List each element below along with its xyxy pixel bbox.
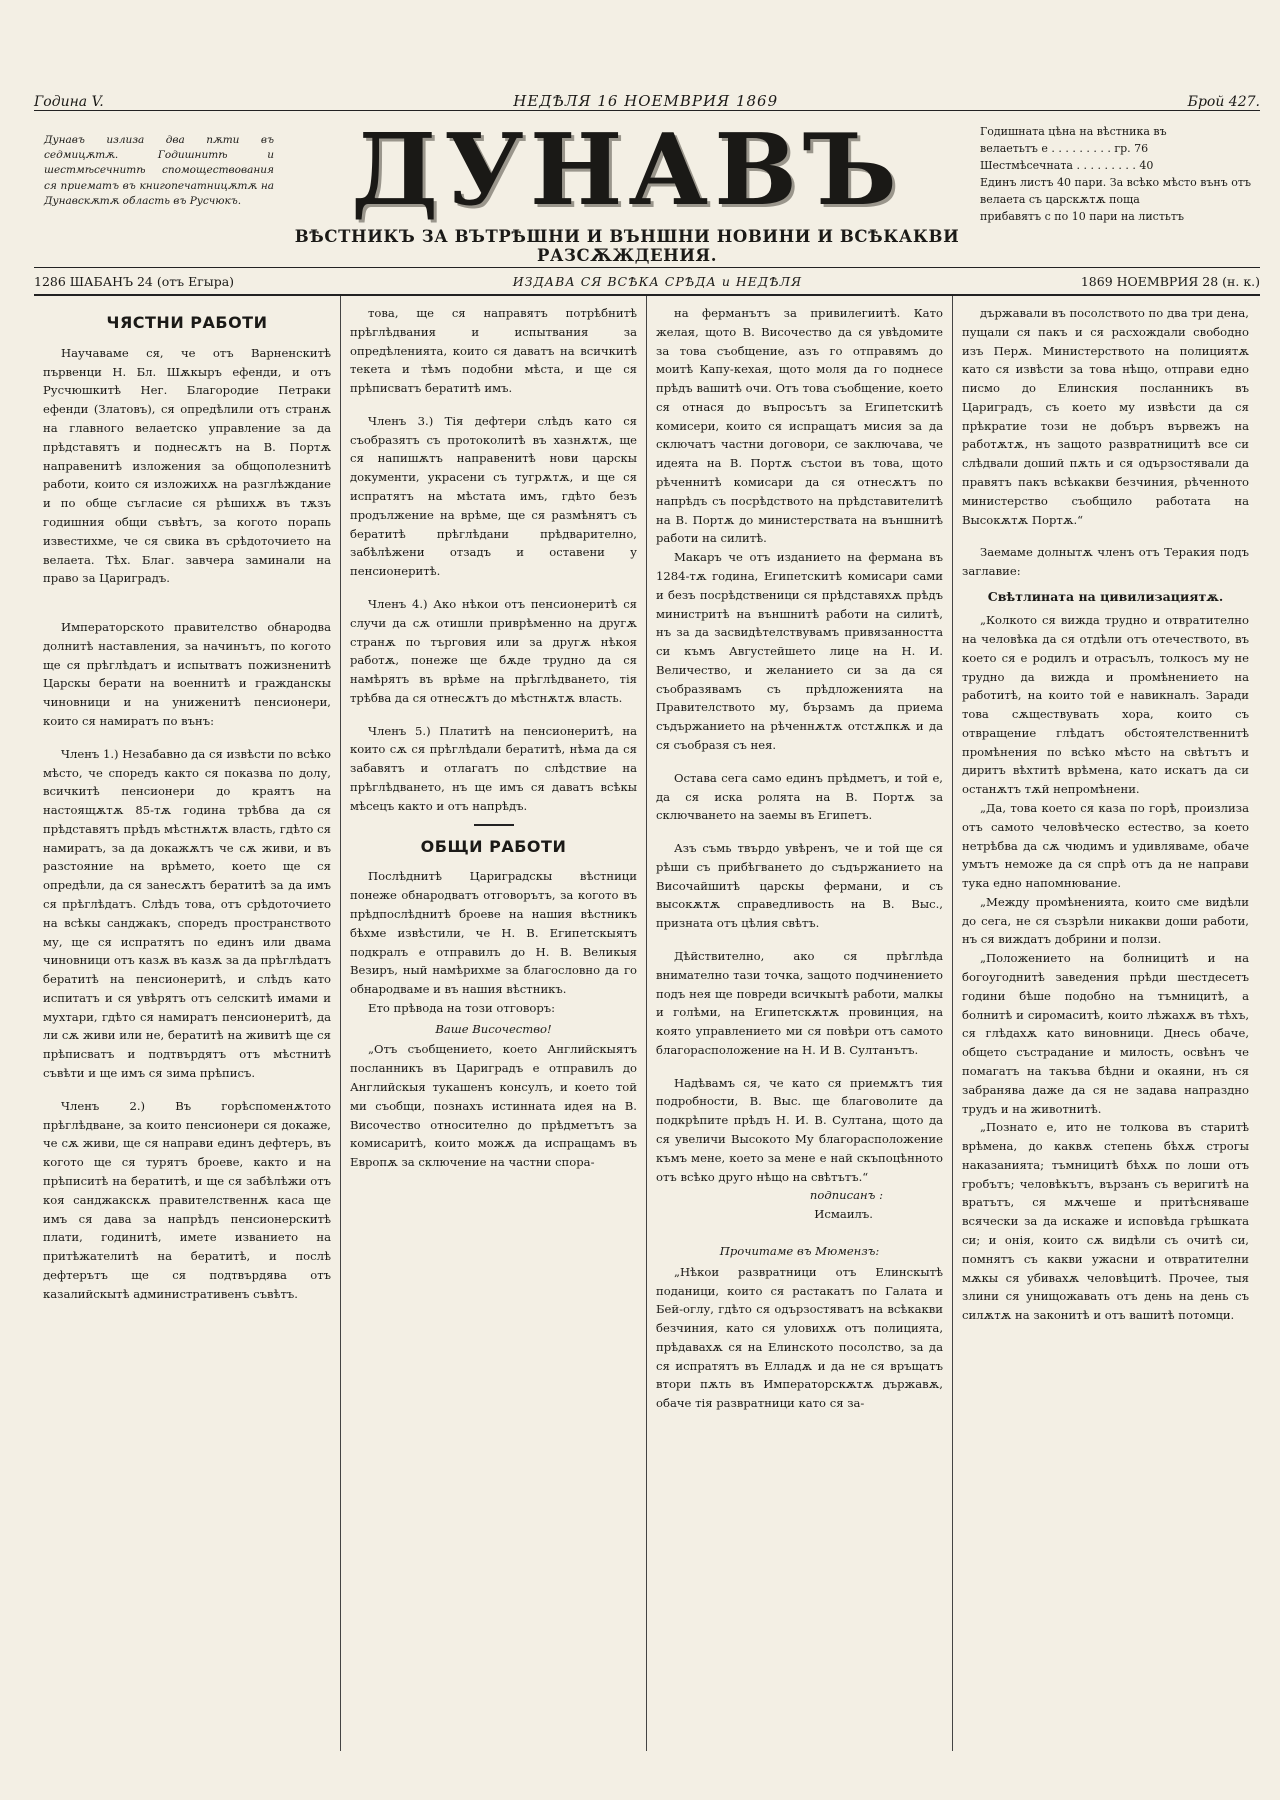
paragraph: Членъ 3.) Тія дефтери слѣдъ като ся съобразятъ съ протоколитѣ въ хазнѫтѫ, ще ся напишѫтъ направенитѣ нови царскы документи, украсени съ тугрѫтѫ, и ще ся испратятъ на мѣстата имъ, гдѣто безъ продължение на врѣме, ще ся размѣнятъ съ бератитѣ прѣглѣдани прѣдварително, забѣлѣжени отзадъ и оставени у пенсионеритѣ. bbox=[350, 413, 637, 579]
paragraph: „Колкото ся вижда трудно и отвратително на человѣка да ся отдѣли отъ отечеството, въ което ся е родилъ и отрасълъ, толкосъ му не трудно да вижда и промѣнението на работитѣ, на които той е навикналъ. Заради това сѫществувать хора, които съ отвращение глѣдатъ обстоятелственнитѣ промѣнения по всѣко мѣсто на свѣтътъ и диритъ вѣхтитѣ врѣмена, като искатъ да си останѫтъ тѫй непромѣнени. bbox=[962, 613, 1249, 797]
newspaper-page bbox=[34, 84, 1260, 1751]
masthead bbox=[34, 111, 1260, 267]
paragraph: Членъ 2.) Въ горѣспоменѫтото прѣглѣдване, за които пенсионери ся докаже, че сѫ живи, ще ся направи единъ дефтеръ, въ когото ще ся турятъ броеве, както и на прѣписитѣ на бератитѣ, и ще ся забѣлѣжи отъ коя санджакскѫ правителственнѫ каса ще имъ ся дава за напрѣдъ пенсионерскитѣ плати, годинитѣ, имете изванието на притѣжателитѣ на бератитѣ, и послѣ дефтерътъ ще ся подтвърдява отъ казалийскытѣ административенъ съвѣтъ. bbox=[43, 1098, 331, 1301]
paragraph: „Нѣкои развратници отъ Елинскытѣ поданици, които ся растакатъ по Галата и Бей-оглу, гдѣто ся одързостяватъ на всѣкакви безчиния, като ся уловихѫ отъ полицията, прѣдавахѫ ся на Елинското посолство, за да ся испратятъ въ Елладѫ и да не ся връщатъ втори пѫть въ Императорскѫтѫ държавѫ, обаче тія развратници като ся за- bbox=[656, 1264, 943, 1411]
day-date: НЕДѢЛЯ 16 НОЕМВРИЯ 1869 bbox=[513, 92, 779, 110]
paragraph: Остава сега само единъ прѣдметъ, и той е, да ся иска ролята на В. Портѫ за сключването на заемы въ Египетъ. bbox=[656, 770, 943, 823]
paragraph: Ето прѣвода на този отговоръ: bbox=[368, 1000, 556, 1015]
price-line: Шестмѣсечната . . . . . . . . . 40 bbox=[980, 159, 1154, 173]
paragraph: Членъ 4.) Ако нѣкои отъ пенсионеритѣ ся случи да сѫ отишли приврѣменно на другѫ странѫ по търговия или за другѫ нѣкоя работѫ, понеже ще бѫде трудно да ся намѣрятъ въ врѣме на прѣглѣдването, тія трѣбва да ся отнесѫтъ до мѣстнѫтѫ власть. bbox=[350, 596, 637, 705]
signature-name: Исмаилъ. bbox=[814, 1207, 873, 1222]
top-line bbox=[34, 84, 1260, 111]
price-line: Единъ листъ 40 пари. За всѣко мѣсто вънъ отъ велаета съ царскѫтѫ поща bbox=[980, 176, 1251, 207]
source-note: Прочитаме въ Мюмензъ: bbox=[719, 1243, 880, 1258]
newspaper-title: ДУНАВЪ bbox=[351, 113, 903, 228]
column-2 bbox=[340, 296, 646, 1751]
column-3 bbox=[646, 296, 952, 1751]
paragraph: Императорското правителство обнародва долнитѣ наставления, за начинътъ, по когото ще ся прѣглѣдатъ и испытватъ пожизненитѣ Царскы берати на военнитѣ и гражданскы чиновници и на униженитѣ пенсионери, които ся намиратъ по вънъ: bbox=[43, 620, 331, 728]
paragraph: „Положението на болницитѣ и на богоугоднитѣ заведения прѣди шестдесетъ години бѣше подобно на тъмницитѣ, а болнитѣ и сиромаситѣ, които лѣжахѫ въ тѣхъ, ся глѣдахѫ като виновници. Днесь обаче, общето състрадание и милость, освѣнъ че помагатъ на такъва бѣдни и окаяни, нъ ся забранява даже да ся не задава напраздно трудъ и на животнитѣ. bbox=[962, 951, 1249, 1116]
paragraph: Членъ 1.) Незабавно да ся извѣсти по всѣко мѣсто, че споредъ както ся показва по долу, всичкитѣ пенсионери до краятъ на настоящѫтѫ 85-тѫ година трѣбва да ся прѣдставятъ прѣдъ мѣстнѫтѫ власть, гдѣто ся намиратъ, за да докажѫтъ че сѫ живи, и въ разстояние на врѣмето, което ще ся опредѣли, да ся занесѫтъ бератитѣ за да имъ ся прѣглѣдатъ. Слѣдъ това, отъ срѣдоточието на всѣкы санджакъ, споредъ пространството му, ще ся испратятъ по единъ или двама чиновници отъ казѫ въ казѫ за да прѣглѣдатъ бератитѣ на пенсионеритѣ, и слѣдъ като испитатъ и ся увѣрятъ отъ селскитѣ имами и мухтари, гдѣто ся намиратъ пенсионеритѣ, да ли сѫ живи или не, бератитѣ на живитѣ ще ся прѣписватъ и подтвърдятъ отъ мѣстнитѣ съвѣти и ще имъ ся зима прѣписъ. bbox=[43, 746, 332, 1081]
divider bbox=[474, 824, 514, 826]
newspaper-subtitle: ВѢСТНИКЪ ЗА ВЪТРѢШНИ И ВЪНШНИ НОВИНИ И ВСѢКАКВИ РАЗСѪЖДЕНИЯ. bbox=[294, 227, 960, 265]
paragraph: Макаръ че отъ изданието на фермана въ 1284-тѫ година, Египетскитѣ комисари сами и безъ посрѣдственици ся прѣдставяхѫ прѣдъ министритѣ на външнитѣ работи на силитѣ, нъ за да засвидѣтелствувамъ привязанността си къмъ Августейшето лице на Н. И. Величество, и желанието си за да ся съобразявамъ съ прѣдложенията на Правителството му, бързамъ да приема съдържанието на рѣченнѫтѫ отстѫпкѫ и да ся съобразя съ нея. bbox=[656, 550, 943, 752]
subscription-prices bbox=[980, 117, 1260, 225]
paragraph: Членъ 5.) Платитѣ на пенсионеритѣ, на които сѫ ся прѣглѣдали бератитѣ, нѣма да ся забавятъ и отлагатъ по слѣдствие на прѣглѣдването, нъ ще имъ ся даватъ всѣкы мѣсецъ както и отъ напрѣдъ. bbox=[350, 723, 637, 813]
price-line: велаетьтъ е . . . . . . . . . гр. 76 bbox=[980, 142, 1149, 156]
price-line: прибавятъ с по 10 пари на листьтъ bbox=[980, 210, 1184, 224]
paragraph: Азъ съмь твърдо увѣренъ, че и той ще ся рѣши съ прибѣгването до съдържанието на Височайшитѣ царскы фермани, и съ высокѫтѫ справедливость на В. Выс., призната отъ цѣлия свѣтъ. bbox=[656, 841, 943, 931]
paragraph: на ферманътъ за привилегиитѣ. Като желая, щото В. Височество да ся увѣдомите за това съобщение, азъ го отправямъ до моитѣ Капу-кехая, щото моля да го поднесе прѣдъ вашитѣ очи. Отъ това съобщение, което ся отнася до въпросътъ за Египетскитѣ комисери, които ся испращатъ мисия за да сключатъ частни договори, се заключава, че идеята на В. Портѫ състои въ това, щото рѣченнитѣ комисари да ся отнесѫтъ по напрѣдъ съ посрѣдството на прѣдставителитѣ на В. Портѫ до министерствата на външнитѣ работи на силитѣ. bbox=[656, 306, 943, 546]
paragraph: Дѣйствително, ако ся прѣглѣда внимателно тази точка, защото подчинението подъ нея ще повреди всичкытѣ работи, малкы и голѣми, на Египетскѫтѫ провинция, на която управлението ми ся повѣри отъ самото благорасположение на Н. И В. Султанътъ. bbox=[656, 949, 943, 1057]
masthead-center bbox=[274, 113, 980, 265]
paragraph: Надѣвамъ ся, че като ся приемѫтъ тия подробности, В. Выс. ще благоволите да подкрѣпите прѣдъ Н. И. В. Султана, щото да ся увеличи Высокото Му благорасположение къмъ мене, което за мене е най скъпоцѣнното отъ всѣко друго нѣщо на свѣтътъ.“ bbox=[656, 1075, 943, 1184]
publication-note: Дунавъ излиза два пѫти въ седмицѫтѫ. Годишнитѣ и шестмѣсечнитѣ спомоществования ся приематъ въ книгопечатницѫтѫ на Дунавскѫтѫ область въ Русчюкъ. bbox=[44, 134, 274, 207]
paragraph: Научаваме ся, че отъ Варненскитѣ първенци Н. Бл. Шѫкыръ ефенди, и отъ Русчюшкитѣ Нег. Благородие Петраки ефенди (Златовъ), ся опредѣлили отъ странѫ на главного велаетско управление за да прѣдставятъ и поднесѫтъ на В. Портѫ направенитѣ изложения за общополезнитѣ работи, които ся изложихѫ на разглѣждание и по обще съгласие ся рѣшихѫ въ тѫзъ годишния общи съвѣтъ, за когото порапь известихме, че ся свика въ срѣдоточието на велаета. Тѣх. Благ. завчера заминали на право за Цариградъ. bbox=[43, 345, 331, 586]
year-label: Година V. bbox=[34, 94, 104, 110]
letter-greeting: Ваше Височество! bbox=[435, 1021, 552, 1036]
section-heading: ОБЩИ РАБОТИ bbox=[420, 836, 567, 856]
signature-label: подписанъ : bbox=[809, 1188, 883, 1203]
issue-number: Брой 427. bbox=[1187, 94, 1260, 110]
section-heading: ЧЯСТНИ РАБОТИ bbox=[106, 313, 268, 332]
article-columns bbox=[34, 296, 1260, 1751]
paragraph: „Да, това което ся каза по горѣ, произлиза отъ самото человѣческо естество, за което нетрѣбва да сѫ чюдимъ и удивляваме, обаче умътъ неможе да ся спрѣ отъ да не направи тука едно напомнювание. bbox=[962, 801, 1249, 891]
paragraph: държавали въ посолството по два три дена, пущали ся пакъ и ся расхождали свободно изъ Перѫ. Министерството на полициятѫ като ся извѣсти за това нѣщо, отправи едно писмо до Елинския посланникъ въ Цариградъ, съ което му извѣсти да ся прѣкратие този не добъръ вървежъ на работѫтѫ, нъ защото развратницитѣ все си слѣдвали доший пѫть и ся одързостявали да правятъ пакъ всѣкакви безчиния, рѣченното министерство съобщило работата на Высокѫтѫ Портѫ.“ bbox=[962, 306, 1249, 527]
gregorian-date: 1869 НОЕМВРИЯ 28 (н. к.) bbox=[1080, 273, 1260, 289]
price-line: Годишната цѣна на вѣстника въ bbox=[980, 125, 1167, 138]
paragraph: Послѣднитѣ Цариградскы вѣстници понеже обнародватъ отговорътъ, за когото въ прѣдпослѣднитѣ броеве на нашия вѣстникъ бѣхме извѣстили, че Н. В. Египетскыятъ подкралъ е отправилъ до Н. В. Великыя Везиръ, ный намѣрихме за благословно да го обнародваме и въ нашия вѣстникъ. bbox=[350, 869, 637, 997]
column-4 bbox=[952, 296, 1258, 1751]
column-1 bbox=[34, 296, 340, 1751]
dateline bbox=[34, 267, 1260, 296]
paragraph: това, ще ся направятъ потрѣбнитѣ прѣглѣдвания и испытвания за опредѣленията, които ся даватъ на всичкитѣ текета и тѣмъ подобни мѣста, и ще ся прѣписватъ бератитѣ имъ. bbox=[350, 306, 637, 396]
paragraph: „Познато е, ито не толкова въ старитѣ врѣмена, до каквѫ степень бѣхѫ строгы наказанията; тъмницитѣ бѣхѫ по лоши отъ гробътъ; человѣкътъ, вързанъ съ веригитѣ на вратътъ, ся мѫчеше и притѣсняваше всячески за да искаже и исповѣда грѣшката си; и онія, които сѫ видѣли съ очитѣ си, помнятъ съ какви ужасни и отвратителни мѫкы ся убивахѫ человѣцитѣ. Прочее, тыя злини ся унищожавать отъ день на день съ силѫтѫ на законитѣ и отъ вашитѣ потомци. bbox=[962, 1120, 1249, 1323]
article-heading: Свѣтлината на цивилизациятѫ. bbox=[987, 588, 1224, 604]
paragraph: Заемаме долнытѫ членъ отъ Теракия подъ заглавие: bbox=[962, 545, 1249, 579]
paragraph: „Отъ съобщението, което Английскыятъ посланникъ въ Цариградъ е отправилъ до Английскыя тукашенъ консулъ, и което той ми съобщи, познахъ истинната идея на В. Височество относително до прѣдметътъ за комисаритѣ, които можѫ да испращамъ въ Европѫ за сключение на частни спора- bbox=[350, 1042, 637, 1170]
publication-schedule: ИЗДАВА СЯ ВСѢКА СРѢДА и НЕДѢЛЯ bbox=[512, 273, 803, 289]
paragraph: „Между промѣненията, които сме видѣли до сега, не ся съзрѣли никакви доши работи, нъ ся виждатъ добрини и ползи. bbox=[962, 894, 1249, 947]
hijri-date: 1286 ШАБАНЪ 24 (отъ Егыра) bbox=[34, 273, 235, 289]
